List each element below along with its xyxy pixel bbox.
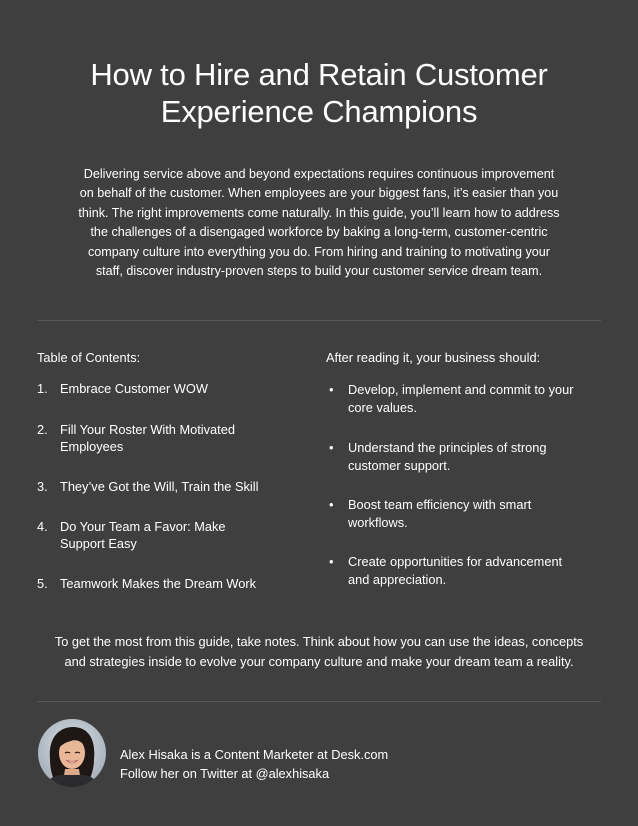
outcome-item <box>326 553 601 588</box>
author-portrait-icon <box>38 719 106 787</box>
bullet-icon: • <box>329 497 334 512</box>
outcome-text: Boost team efficiency with smart <box>348 497 532 512</box>
outcome-text-continued: customer support. <box>348 457 451 473</box>
outcome-text: Understand the principles of strong <box>348 440 547 455</box>
author-bio <box>120 745 388 783</box>
toc-item <box>37 576 287 593</box>
outcome-text-continued: workflows. <box>348 514 408 530</box>
closing-line: and strategies inside to evolve your company culture and make your dream team a reality. <box>64 653 574 669</box>
author-bio-line: Alex Hisaka is a Content Marketer at Desk.com <box>120 747 389 762</box>
toc-item <box>37 422 287 455</box>
toc-text: Embrace Customer WOW <box>60 381 208 396</box>
intro-line: company culture into everything you do. From hiring and training to motivating your <box>87 244 550 259</box>
toc-item <box>37 479 287 496</box>
intro-line: Delivering service above and beyond expectations requires continuous improvement <box>83 167 555 181</box>
outcome-text: Create opportunities for advancement <box>348 554 563 569</box>
outcome-item <box>326 496 601 531</box>
toc-number: 5. <box>37 576 48 591</box>
intro-line: staff, discover industry-proven steps to build your customer service dream team. <box>95 264 543 279</box>
bullet-icon: • <box>329 382 334 397</box>
divider-bottom <box>37 701 601 702</box>
bullet-icon: • <box>329 554 334 569</box>
divider-top <box>37 320 601 321</box>
intro-paragraph <box>50 165 588 281</box>
toc-heading: Table of Contents: <box>37 350 141 365</box>
outcome-item <box>326 439 601 474</box>
toc-number: 2. <box>37 422 48 437</box>
bullet-icon: • <box>329 440 334 455</box>
outcomes-heading: After reading it, your business should: <box>326 350 541 365</box>
outcome-text-continued: and appreciation. <box>348 571 447 587</box>
outcome-text: Develop, implement and commit to your <box>348 382 574 397</box>
closing-paragraph <box>28 632 610 671</box>
intro-line: think. The right improvements come naturally. In this guide, you’ll learn how to address <box>78 205 560 220</box>
author-twitter-line: Follow her on Twitter at @alexhisaka <box>120 766 330 781</box>
toc-item <box>37 381 287 398</box>
closing-line: To get the most from this guide, take notes. Think about how you can use the ideas, concepts <box>54 634 584 649</box>
toc-number: 3. <box>37 479 48 494</box>
toc-text-continued: Employees <box>60 438 124 454</box>
toc-item <box>37 519 287 552</box>
title-line-1: How to Hire and Retain Customer <box>90 57 548 92</box>
toc-text: They’ve Got the Will, Train the Skill <box>60 479 259 494</box>
page-title <box>20 56 618 130</box>
toc-number: 1. <box>37 381 48 396</box>
author-avatar <box>38 719 106 787</box>
outcome-text-continued: core values. <box>348 399 417 415</box>
toc-number: 4. <box>37 519 48 534</box>
toc-text-continued: Support Easy <box>60 535 137 551</box>
toc-text: Do Your Team a Favor: Make <box>60 519 226 534</box>
toc-text: Teamwork Makes the Dream Work <box>60 576 257 591</box>
intro-line: on behalf of the customer. When employees are your biggest fans, it’s easier than you <box>79 186 559 201</box>
outcome-item <box>326 381 601 416</box>
intro-line: the challenges of a disengaged workforce by baking a long-term, customer-centric <box>90 225 548 240</box>
toc-text: Fill Your Roster With Motivated <box>60 422 235 437</box>
title-line-2: Experience Champions <box>160 94 478 129</box>
